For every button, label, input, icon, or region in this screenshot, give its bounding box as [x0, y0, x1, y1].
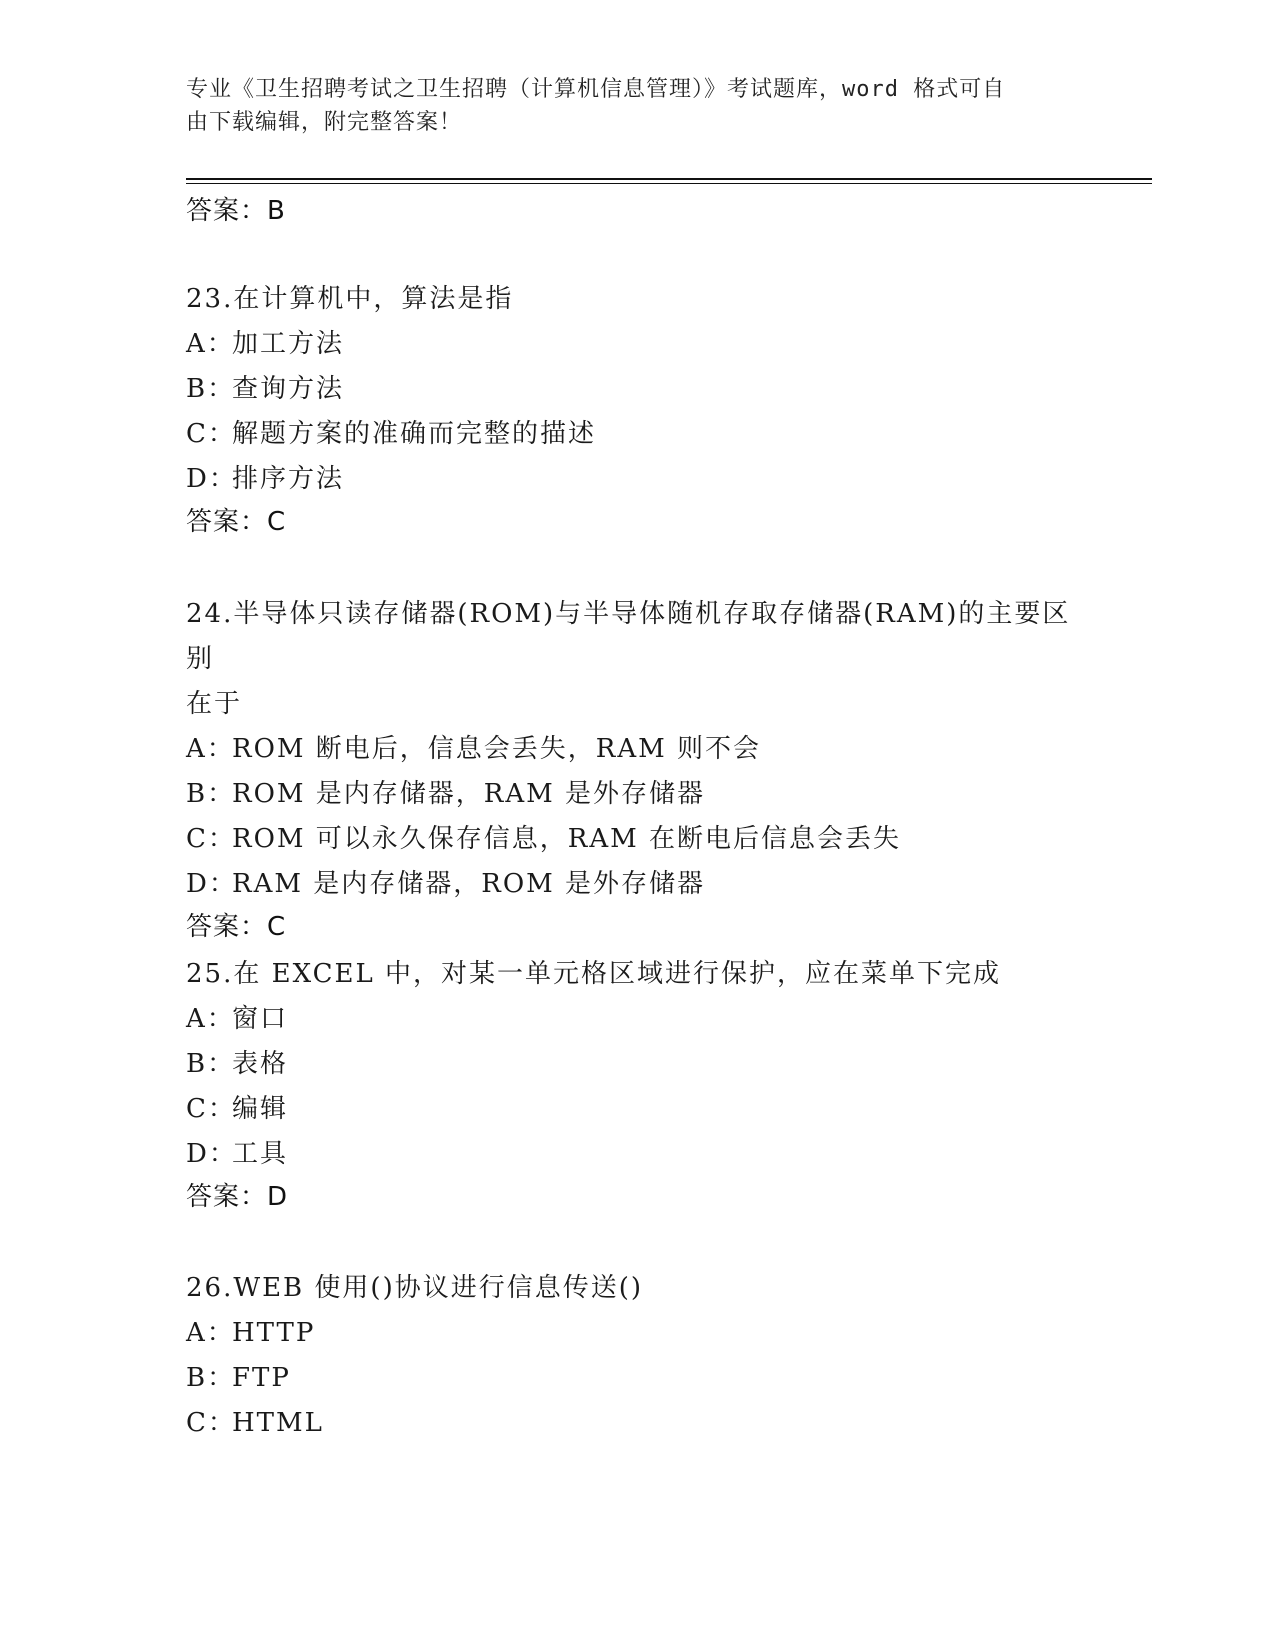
option-key: A：	[186, 1318, 235, 1348]
option-text: 工具	[232, 1139, 289, 1169]
option-a	[186, 322, 1086, 367]
header-divider-thin	[186, 183, 1152, 184]
option-d	[186, 862, 1086, 907]
option-key: A：	[186, 734, 235, 764]
header-line-2: 由下载编辑，附完整答案！	[186, 110, 463, 135]
option-key: C：	[186, 1408, 236, 1438]
header-line-1: 专业《卫生招聘考试之卫生招聘（计算机信息管理）》考试题库，word 格式可自	[186, 77, 1006, 102]
option-a	[186, 1311, 1086, 1356]
option-text: HTTP	[232, 1318, 316, 1348]
option-key: A：	[186, 1004, 235, 1034]
document-header	[186, 73, 1066, 139]
option-text: 窗口	[232, 1004, 289, 1034]
option-a	[186, 997, 1086, 1042]
answer: 答案：C	[186, 912, 287, 942]
option-text: HTML	[232, 1408, 324, 1438]
option-b	[186, 772, 1086, 817]
option-key: D：	[186, 869, 237, 899]
answer: 答案：C	[186, 507, 287, 537]
option-b	[186, 1042, 1086, 1087]
option-b	[186, 1356, 1086, 1401]
option-key: D：	[186, 464, 237, 494]
option-c	[186, 412, 1086, 457]
previous-answer: 答案：B	[186, 196, 286, 226]
option-c	[186, 1087, 1086, 1132]
option-text: RAM 是内存储器，ROM 是外存储器	[232, 869, 706, 899]
option-text: 加工方法	[232, 329, 345, 359]
option-key: B：	[186, 1049, 236, 1079]
question-23	[186, 277, 1086, 542]
option-key: B：	[186, 374, 236, 404]
question-24	[186, 592, 1086, 947]
option-text: 查询方法	[232, 374, 345, 404]
option-c	[186, 817, 1086, 862]
question-title: 23.在计算机中，算法是指	[186, 284, 514, 314]
option-text: ROM 是内存储器，RAM 是外存储器	[232, 779, 706, 809]
question-title-line-1: 24.半导体只读存储器(ROM)与半导体随机存取存储器(RAM)的主要区别	[186, 599, 1071, 674]
question-25	[186, 952, 1086, 1217]
option-key: B：	[186, 779, 236, 809]
option-d	[186, 1132, 1086, 1177]
option-key: C：	[186, 1094, 236, 1124]
question-title-line-2: 在于	[186, 689, 243, 719]
question-title: 25.在 EXCEL 中，对某一单元格区域进行保护，应在菜单下完成	[186, 959, 1002, 989]
option-text: 解题方案的准确而完整的描述	[232, 419, 597, 449]
option-a	[186, 727, 1086, 772]
option-text: 排序方法	[232, 464, 345, 494]
question-title: 26.WEB 使用()协议进行信息传送()	[186, 1273, 643, 1303]
option-b	[186, 367, 1086, 412]
option-key: C：	[186, 824, 236, 854]
option-text: ROM 可以永久保存信息，RAM 在断电后信息会丢失	[232, 824, 902, 854]
option-text: FTP	[232, 1363, 291, 1393]
option-key: B：	[186, 1363, 236, 1393]
option-key: C：	[186, 419, 236, 449]
answer: 答案：D	[186, 1182, 289, 1212]
option-text: ROM 断电后，信息会丢失，RAM 则不会	[232, 734, 762, 764]
header-divider-thick	[186, 178, 1152, 180]
question-26	[186, 1266, 1086, 1446]
option-key: D：	[186, 1139, 237, 1169]
option-key: A：	[186, 329, 235, 359]
option-text: 表格	[232, 1049, 289, 1079]
option-text: 编辑	[232, 1094, 289, 1124]
option-c	[186, 1401, 1086, 1446]
option-d	[186, 457, 1086, 502]
